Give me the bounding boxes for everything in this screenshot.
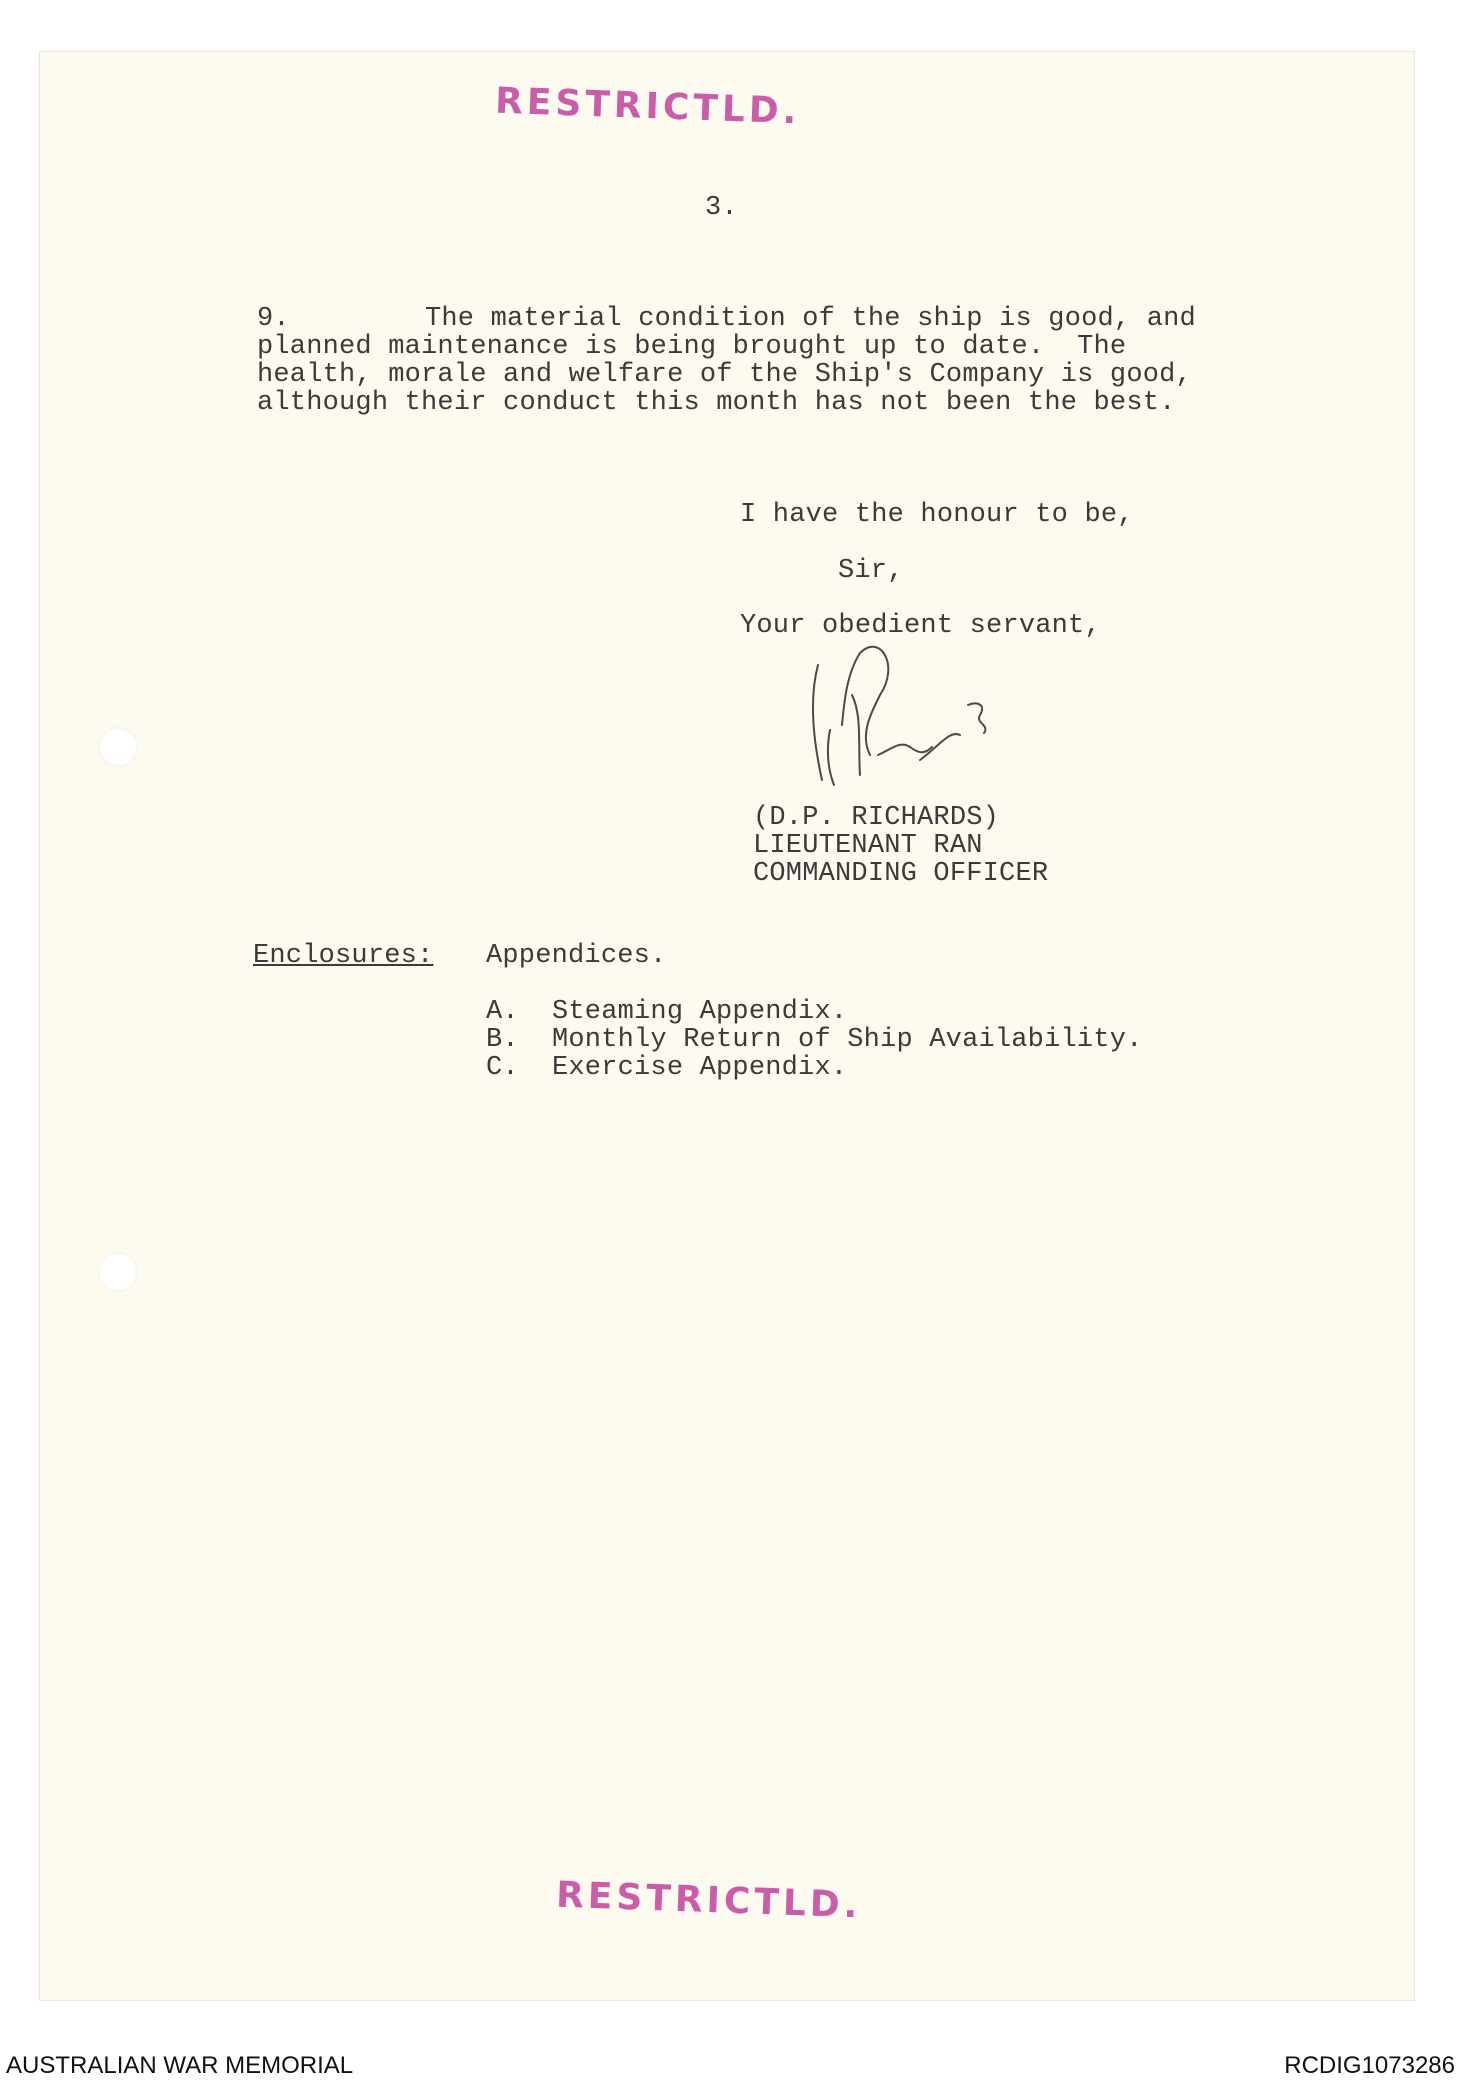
- page-number: 3.: [705, 193, 738, 223]
- enclosure-letter: C.: [486, 1053, 519, 1083]
- closing-line: Your obedient servant,: [740, 611, 1101, 641]
- enclosures-intro: Appendices.: [486, 941, 667, 971]
- closing-salutation: Sir,: [838, 556, 904, 586]
- enclosure-item: Steaming Appendix.: [552, 997, 848, 1027]
- punch-hole: [98, 1252, 138, 1292]
- signatory-title: COMMANDING OFFICER: [753, 859, 1049, 889]
- enclosure-item: Exercise Appendix.: [552, 1053, 848, 1083]
- paragraph-line: The material condition of the ship is good, and: [425, 304, 1196, 334]
- restricted-stamp-top: RESTRICTLD.: [494, 80, 802, 133]
- signatory-rank: LIEUTENANT RAN: [753, 831, 983, 861]
- handwritten-signature: [800, 635, 1020, 795]
- signatory-name: (D.P. RICHARDS): [753, 803, 1000, 833]
- enclosure-item: Monthly Return of Ship Availability.: [552, 1025, 1143, 1055]
- enclosure-letter: A.: [486, 997, 519, 1027]
- enclosure-letter: B.: [486, 1025, 519, 1055]
- paragraph-line: although their conduct this month has not been the best.: [257, 388, 1176, 418]
- punch-hole: [98, 727, 138, 767]
- closing-line: I have the honour to be,: [740, 500, 1134, 530]
- enclosures-label: Enclosures:: [253, 941, 434, 971]
- footer-id: RCDIG1073286: [1284, 2052, 1455, 2079]
- paragraph-line: health, morale and welfare of the Ship's Company is good,: [257, 360, 1192, 390]
- footer-source: AUSTRALIAN WAR MEMORIAL: [6, 2052, 354, 2079]
- paragraph-line: planned maintenance is being brought up to date. The: [257, 332, 1127, 362]
- paragraph-number: 9.: [257, 304, 290, 334]
- restricted-stamp-bottom: RESTRICTLD.: [555, 1874, 863, 1927]
